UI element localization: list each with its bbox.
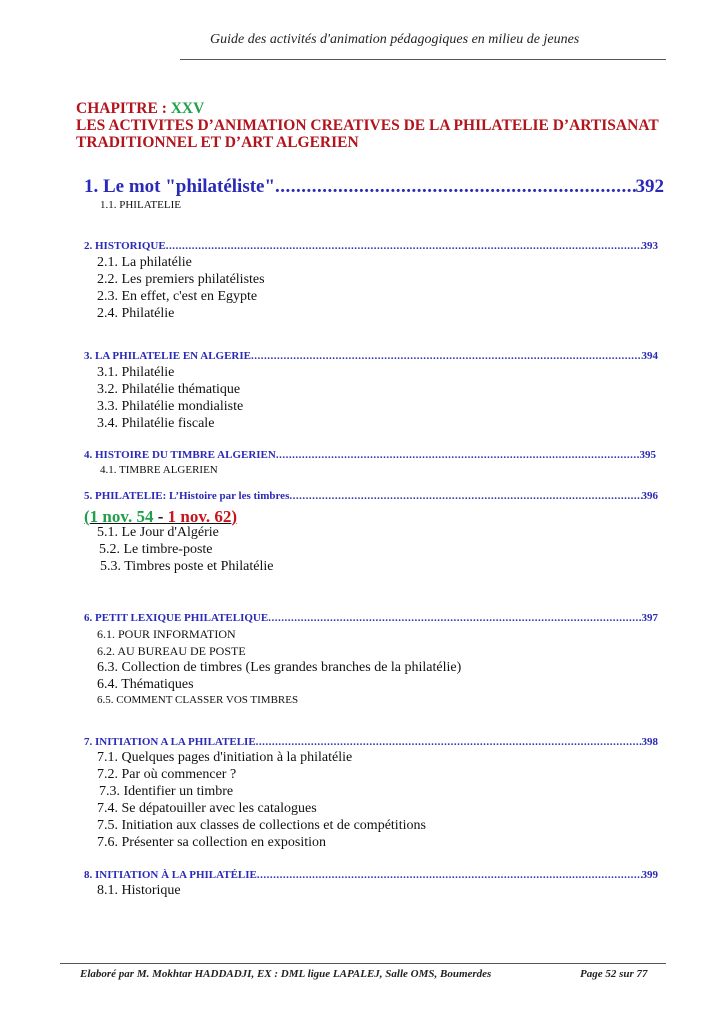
- header-title: Guide des activités d'animation pédagogiques en milieu de jeunes: [210, 32, 580, 47]
- toc-subentry[interactable]: 5.1. Le Jour d'Algérie: [97, 525, 219, 540]
- toc-page-number: 399: [641, 869, 658, 881]
- toc-leader-dots: [251, 350, 642, 362]
- toc-subentry[interactable]: 3.2. Philatélie thématique: [97, 382, 241, 397]
- toc-subentry[interactable]: 1.1. PHILATELIE: [100, 199, 181, 211]
- toc-subentry[interactable]: 8.1. Historique: [97, 883, 181, 898]
- toc-subentry[interactable]: 2.2. Les premiers philatélistes: [97, 272, 265, 287]
- toc-page-number: 395: [639, 449, 656, 461]
- toc-subentry[interactable]: 6.5. COMMENT CLASSER VOS TIMBRES: [97, 694, 299, 706]
- toc-entry-label: 5. PHILATELIE: L’Histoire par les timbres: [84, 490, 290, 502]
- toc-entry-4[interactable]: [84, 449, 656, 461]
- toc-leader-dots: [256, 736, 642, 748]
- toc-subentry[interactable]: 6.3. Collection de timbres (Les grandes branches de la philatélie): [97, 660, 462, 675]
- toc-subentry[interactable]: 3.4. Philatélie fiscale: [97, 416, 215, 431]
- date-range: [84, 507, 237, 527]
- toc-entry-label: 7. INITIATION A LA PHILATELIE: [84, 736, 256, 748]
- toc-subentry[interactable]: 6.4. Thématiques: [97, 677, 194, 692]
- toc-subentry-text: 6.2. AU BUREAU DE POSTE: [97, 644, 246, 658]
- date-start: 1 nov. 54: [89, 507, 154, 526]
- page-header: [0, 32, 666, 62]
- date-open-paren: (: [84, 507, 90, 526]
- toc-entry-label: 8. INITIATION À LA PHILATÉLIE: [84, 869, 257, 881]
- toc-page-number: 392: [635, 176, 664, 197]
- toc-subentry[interactable]: 7.6. Présenter sa collection en exposition: [97, 835, 326, 850]
- toc-entry-3[interactable]: [84, 350, 658, 362]
- toc-leader-dots: [166, 240, 642, 252]
- toc-subentry[interactable]: 7.1. Quelques pages d'initiation à la philatélie: [97, 750, 353, 765]
- toc-page-number: 396: [641, 490, 658, 502]
- chapter-title-line-2: TRADITIONNEL ET D’ART ALGERIEN: [76, 134, 359, 151]
- chapter-heading: [76, 100, 676, 151]
- toc-subentry[interactable]: 2.4. Philatélie: [97, 306, 175, 321]
- footer-author: Elaboré par M. Mokhtar HADDADJI, EX : DML ligue LAPALEJ, Salle OMS, Boumerdes: [80, 968, 492, 980]
- date-end: 1 nov. 62: [167, 507, 232, 526]
- toc-leader-dots: [268, 612, 641, 624]
- toc-entry-1[interactable]: [84, 176, 664, 198]
- footer-page-number: Page 52 sur 77: [580, 968, 648, 980]
- toc-leader-dots: [276, 449, 640, 461]
- toc-entry-label: 4. HISTOIRE DU TIMBRE ALGERIEN: [84, 449, 276, 461]
- toc-subentry[interactable]: 3.3. Philatélie mondialiste: [97, 399, 244, 414]
- toc-subentry[interactable]: 4.1. TIMBRE ALGERIEN: [100, 464, 218, 476]
- chapter-title-line-1: LES ACTIVITES D’ANIMATION CREATIVES DE LA PHILATELIE D’ARTISANAT: [76, 117, 659, 134]
- toc-subentry[interactable]: 7.4. Se dépatouiller avec les catalogues: [97, 801, 317, 816]
- header-divider: [180, 59, 666, 60]
- chapter-label: CHAPITRE :: [76, 100, 171, 117]
- chapter-number-line: [76, 100, 676, 117]
- toc-leader-dots: [275, 176, 635, 198]
- toc-subentry-text: 6.1. POUR INFORMATION: [97, 627, 236, 641]
- toc-subentry[interactable]: 7.2. Par où commencer ?: [97, 767, 237, 782]
- toc-leader-dots: [257, 869, 642, 881]
- chapter-number: XXV: [170, 100, 205, 117]
- toc-subentry[interactable]: 5.3. Timbres poste et Philatélie: [100, 559, 274, 574]
- toc-subentry[interactable]: 7.3. Identifier un timbre: [99, 784, 234, 799]
- toc-subentry[interactable]: [97, 627, 236, 643]
- toc-subentry[interactable]: 7.5. Initiation aux classes de collections et de compétitions: [97, 818, 426, 833]
- toc-entry-7[interactable]: [84, 736, 658, 748]
- toc-entry-6[interactable]: [84, 612, 658, 624]
- toc-entry-label: 3. LA PHILATELIE EN ALGERIE: [84, 350, 251, 362]
- toc-page-number: 398: [641, 736, 658, 748]
- toc-subentry[interactable]: 2.3. En effet, c'est en Egypte: [97, 289, 258, 304]
- toc-leader-dots: [289, 490, 641, 502]
- toc-page-number: 397: [641, 612, 658, 624]
- toc-page-number: 393: [641, 240, 658, 252]
- toc-entry-2[interactable]: [84, 240, 658, 252]
- date-separator: -: [153, 507, 168, 526]
- toc-subentry[interactable]: [97, 644, 246, 660]
- toc-subentry[interactable]: 5.2. Le timbre-poste: [99, 542, 213, 557]
- toc-entry-label: 1. Le mot "philatéliste": [84, 176, 276, 197]
- date-close-paren: ): [231, 507, 238, 526]
- toc-subentry[interactable]: 2.1. La philatélie: [97, 255, 192, 270]
- toc-page-number: 394: [641, 350, 658, 362]
- toc-entry-8[interactable]: [84, 869, 658, 881]
- footer-divider: [60, 963, 666, 964]
- toc-entry-label: 6. PETIT LEXIQUE PHILATELIQUE: [84, 612, 269, 624]
- toc-subentry[interactable]: 3.1. Philatélie: [97, 365, 175, 380]
- toc-entry-5[interactable]: [84, 490, 658, 502]
- toc-entry-label: 2. HISTORIQUE: [84, 240, 166, 252]
